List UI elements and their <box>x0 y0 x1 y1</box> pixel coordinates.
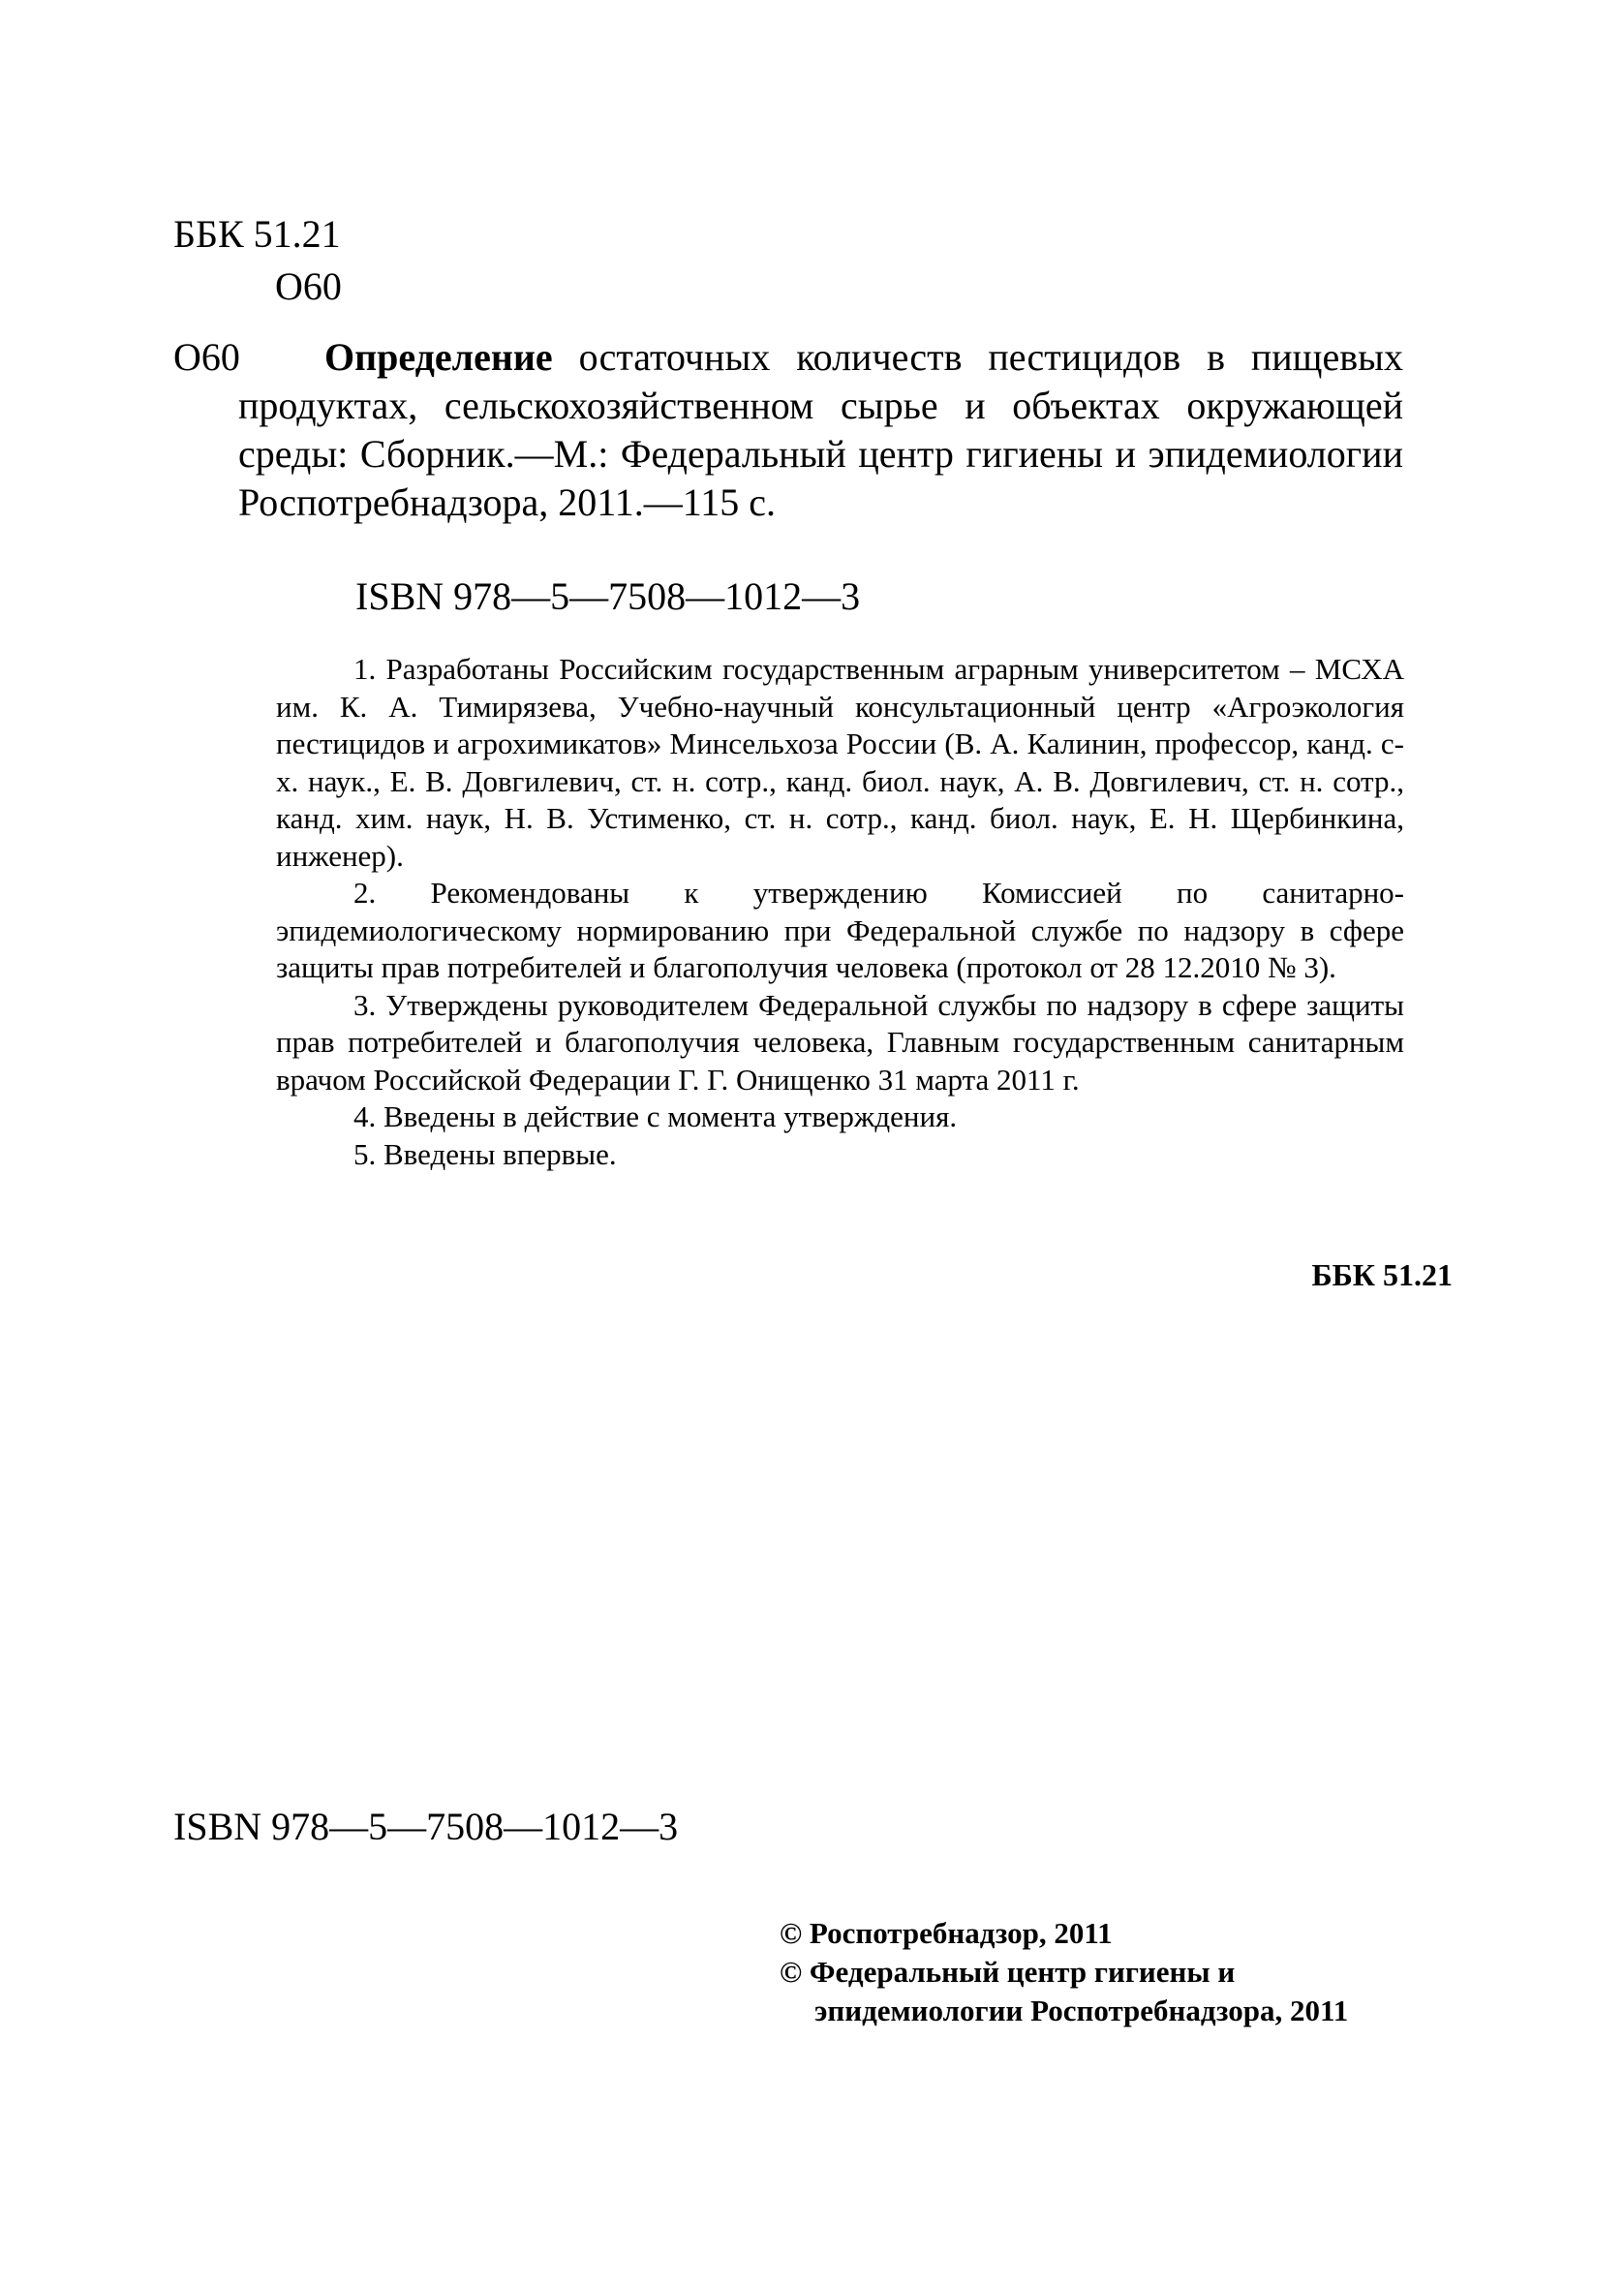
entry-title-bold: Определение <box>324 335 553 379</box>
bbk-code: ББК 51.21 <box>173 212 341 256</box>
bbk-code-right: ББК 51.21 <box>1311 1257 1453 1292</box>
isbn-top: ISBN 978—5—7508—1012—3 <box>355 574 861 618</box>
note-item: 1. Разработаны Российским государственным аграрным университетом – МСХА им. К. А. Тимирязева, Учебно-научный консультационный центр «Агроэкология пестицидов и агрохимикатов» Минсельхоза России (В. А. Калинин, профессор, канд. с-х. наук., Е. В. Довгилевич, ст. н. сотр., канд. биол. наук, А. В. Довгилевич, ст. н. сотр., канд. хим. наук, Н. В. Устименко, ст. н. сотр., канд. биол. наук, Е. Н. Щербинкина, инженер). <box>276 652 1404 873</box>
copyright-line: © Федеральный центр гигиены и <box>780 1955 1236 1989</box>
entry-body <box>238 333 1403 527</box>
notes-list <box>276 651 1404 1173</box>
note-item: 4. Введены в действие с момента утверждения. <box>353 1099 958 1133</box>
entry-author-mark: О60 <box>173 335 240 379</box>
note-item: 5. Введены впервые. <box>353 1136 617 1171</box>
bibliographic-entry <box>173 333 1403 527</box>
isbn-bottom: ISBN 978—5—7508—1012—3 <box>173 1805 679 1848</box>
note-item: 3. Утверждены руководителем Федеральной службы по надзору в сфере защиты прав потребителей и благополучия человека, Главным государственным санитарным врачом Российской Федерации Г. Г. Онищенко 31 марта 2011 г. <box>276 987 1404 1097</box>
author-mark: О60 <box>275 264 342 308</box>
note-item: 2. Рекомендованы к утверждению Комиссией по санитарно-эпидемиологическому нормированию при Федеральной службе по надзору в сфере защиты прав потребителей и благополучия человека (протокол от 28 12.2010 № 3). <box>276 876 1404 984</box>
copyright-line: © Роспотребнадзор, 2011 <box>780 1916 1113 1950</box>
copyright-block <box>780 1914 1348 2030</box>
copyright-line: эпидемиологии Роспотребнадзора, 2011 <box>814 1994 1349 2027</box>
entry-description: остаточных количеств пестицидов в пищевых продуктах, сельскохозяйственном сырье и объектах окружающей среды: Сборник.—М.: Федеральный центр гигиены и эпидемиологии Роспотребнадзора, 2011.—115 с. <box>238 335 1404 524</box>
